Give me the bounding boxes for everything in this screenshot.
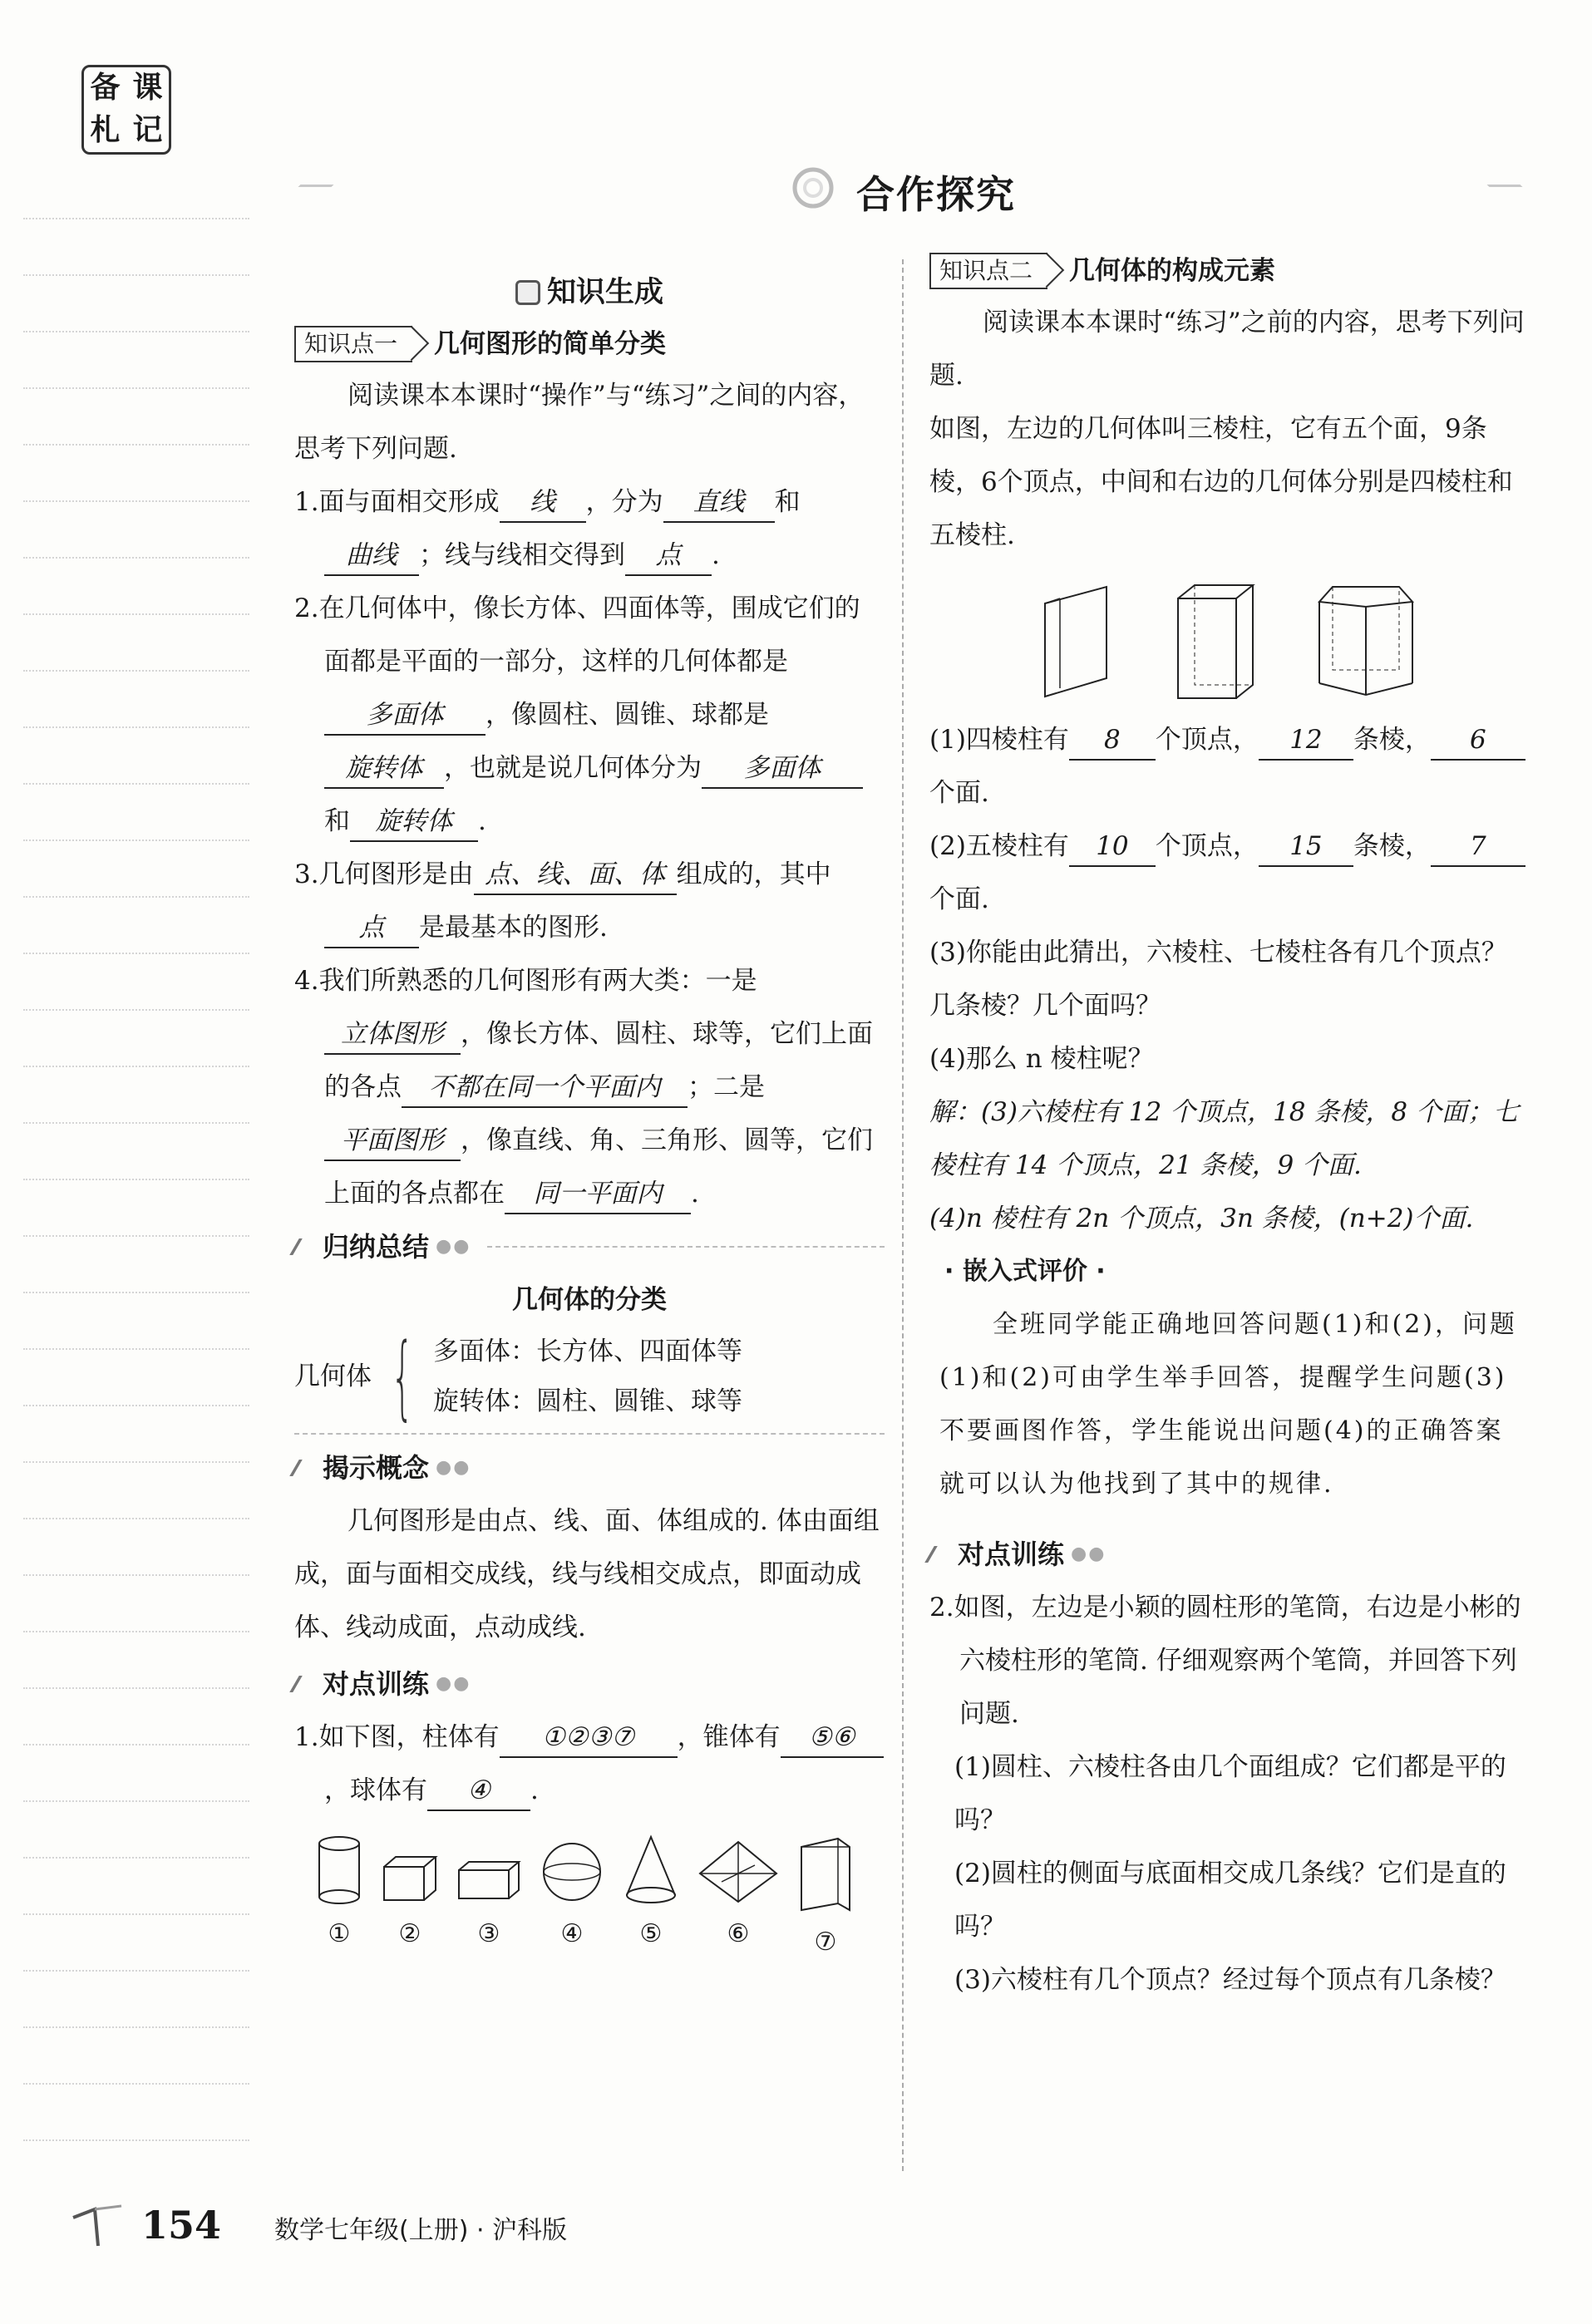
book-icon (515, 280, 540, 305)
solid-figure (622, 1834, 680, 1959)
prism-question-2: (2)五棱柱有 10 个顶点， 15 条棱， 7个面. (929, 820, 1528, 926)
practice-question-2: 2.如图，左边是小颖的圆柱形的笔筒，右边是小彬的六棱柱形的笔筒. 仔细观察两个笔筒，并回答下列问题. (929, 1593, 1521, 1729)
margin-ruled-line (23, 218, 249, 219)
double-pyramid-icon (697, 1834, 780, 1908)
column-divider (902, 259, 904, 2171)
solid-label: ⑥ (727, 1919, 750, 1948)
answer-blank: 旋转体 (350, 802, 478, 842)
solution-text: 解：(3)六棱柱有 12 个顶点，18 条棱，8 个面；七棱柱有 14 个顶点，21 条棱，9 个面. (929, 1097, 1519, 1180)
margin-ruled-line (23, 1292, 249, 1293)
solid-figure (796, 1834, 855, 1959)
solid-figure (697, 1834, 780, 1959)
page-title: 合作探究 (856, 172, 1016, 217)
margin-ruled-line (23, 500, 249, 502)
page-number: 154 (141, 2203, 222, 2248)
answer-blank: 点 (625, 536, 712, 576)
cone-icon (622, 1834, 680, 1908)
prism-question-3: (3)你能由此猜出，六棱柱、七棱柱各有几个顶点？几条棱？几个面吗？ (929, 938, 1507, 1021)
margin-ruled-line (23, 1800, 249, 1802)
question-4: 4.我们所熟悉的几何图形有两大类：一是立体图形 ，像长方体、圆柱、球等，它们上面的各点 不都在同一个平面内 ；二是平面图形 ，像直线、角、三角形、圆等，它们上面的各点都在 同一平面内 . (294, 954, 885, 1220)
margin-ruled-line (23, 1574, 249, 1576)
answer-blank: 多面体 (324, 696, 485, 736)
knowledge-point-tag: 知识点一 (294, 326, 412, 362)
margin-ruled-line (23, 2139, 249, 2141)
answer-blank: 点、线、面、体 (474, 855, 677, 895)
practice-heading (929, 1528, 1528, 1581)
classification-root: 几何体 (294, 1361, 372, 1391)
margin-ruled-line (23, 2026, 249, 2028)
margin-ruled-line (23, 1518, 249, 1519)
margin-ruled-line (23, 726, 249, 728)
margin-ruled-line (23, 1235, 249, 1237)
margin-ruled-line (23, 444, 249, 446)
practice-question-1: 1.如下图，柱体有 ①②③⑦ ，锥体有 ⑤⑥，球体有 ④ . (294, 1711, 885, 1817)
dots-icon: ●● (436, 1457, 471, 1478)
book-title: 数学七年级(上册) · 沪科版 (274, 2216, 568, 2245)
summary-heading-text: 归纳总结 (323, 1231, 430, 1263)
concept-icon (289, 1460, 319, 1476)
answer-blank: 曲线 (324, 536, 419, 576)
section-title (294, 266, 885, 319)
solid-figure (456, 1834, 522, 1959)
practice-sub-question: (2)圆柱的侧面与底面相交成几条线？它们是直的吗？ (954, 1859, 1506, 1942)
footer-decoration-icon (70, 2201, 128, 2251)
margin-ruled-line (23, 1970, 249, 1972)
section-title-text: 知识生成 (546, 276, 663, 309)
answer-blank: 6 (1431, 721, 1525, 761)
margin-ruled-line (23, 953, 249, 954)
knowledge-point-heading (929, 246, 1528, 296)
solid-label: ① (328, 1919, 351, 1948)
margin-ruled-line (23, 613, 249, 615)
answer-blank: ④ (427, 1771, 530, 1811)
solid-figure (381, 1834, 439, 1959)
answer-blank: 10 (1069, 827, 1156, 867)
prism-question-1: (1)四棱柱有 8 个顶点， 12 条棱， 6个面. (929, 713, 1528, 820)
badge-char: 课 (132, 71, 163, 105)
solid-label: ⑦ (814, 1928, 837, 1957)
margin-ruled-line (23, 1461, 249, 1463)
classification-diagram (294, 1323, 885, 1430)
knowledge-point-tag: 知识点二 (929, 253, 1047, 289)
answer-blank: 直线 (663, 483, 775, 523)
answer-blank: 平面图形 (324, 1121, 461, 1161)
pen-icon (924, 1546, 954, 1563)
answer-blank: ①②③⑦ (500, 1718, 678, 1758)
dots-icon: ●● (436, 1673, 471, 1694)
classification-branch: 多面体：长方体、四面体等 (433, 1337, 742, 1366)
knowledge-point-title: 几何图形的简单分类 (434, 329, 667, 359)
practice-sub-question: (3)六棱柱有几个顶点？经过每个顶点有几条棱？ (954, 1965, 1506, 1995)
margin-ruled-line (23, 1179, 249, 1180)
intro-paragraph: 阅读课本本课时“操作”与“练习”之间的内容，思考下列问题. (294, 381, 865, 464)
solids-figure-row (294, 1834, 885, 1959)
margin-ruled-line (23, 1009, 249, 1011)
left-column (294, 266, 885, 1959)
concept-heading-text: 揭示概念 (323, 1452, 430, 1484)
margin-ruled-line (23, 1913, 249, 1915)
brace-symbol: { (391, 1323, 414, 1430)
dots-icon: ●● (436, 1236, 471, 1257)
triangular-prism-icon (796, 1834, 855, 1917)
practice-heading-text: 对点训练 (323, 1668, 430, 1700)
sphere-icon (539, 1834, 605, 1908)
prism-question-4: (4)那么 n 棱柱呢？ (929, 1044, 1154, 1074)
margin-ruled-line (23, 1687, 249, 1689)
triangular-prism-icon (1042, 579, 1116, 703)
question-1: 1.面与面相交形成 线 ，分为 直线 和曲线 ；线与线相交得到 点 . (294, 475, 885, 582)
solid-label: ④ (560, 1919, 584, 1948)
solid-label: ③ (477, 1919, 500, 1948)
summary-heading (294, 1220, 885, 1273)
pentagonal-prism-icon (1316, 579, 1416, 703)
margin-ruled-line (23, 331, 249, 332)
margin-ruled-line (23, 1348, 249, 1350)
margin-notes-badge (81, 65, 171, 155)
badge-char: 备 (90, 71, 121, 105)
answer-blank: 8 (1069, 721, 1156, 761)
cylinder-icon (314, 1834, 364, 1908)
evaluation-text: 全班同学能正确地回答问题(1)和(2)，问题(1)和(2)可由学生举手回答，提醒学生问题(3)不要画图作答，学生能说出问题(4)的正确答案就可以认为他找到了其中的规律. (939, 1310, 1517, 1499)
header-right-decoration (1487, 185, 1523, 187)
margin-ruled-line (23, 1122, 249, 1124)
solid-figure (314, 1834, 364, 1959)
margin-ruled-line (23, 1857, 249, 1859)
concept-heading (294, 1441, 885, 1494)
answer-blank: 旋转体 (324, 749, 444, 789)
badge-char: 记 (132, 113, 163, 147)
margin-ruled-line (23, 1066, 249, 1067)
answer-blank: 同一平面内 (505, 1174, 691, 1214)
quadrangular-prism-icon (1175, 579, 1258, 703)
answer-blank: 15 (1259, 827, 1353, 867)
answer-blank: 点 (324, 908, 419, 948)
prisms-figure-row (929, 579, 1528, 703)
answer-blank: 立体图形 (324, 1015, 461, 1055)
dots-icon: ●● (1071, 1544, 1107, 1564)
practice-heading (294, 1657, 885, 1711)
cuboid-icon (456, 1834, 522, 1908)
badge-char: 札 (90, 113, 121, 147)
summary-title: 几何体的分类 (512, 1285, 667, 1315)
concept-paragraph: 几何图形是由点、线、面、体组成的. 体由面组成，面与面相交成线，线与线相交成点，即面动成体、线动成面，点动成线. (294, 1506, 880, 1642)
solid-figure (539, 1834, 605, 1959)
margin-ruled-line (23, 783, 249, 785)
margin-ruled-line (23, 274, 249, 276)
classification-branch: 旋转体：圆柱、圆锥、球等 (433, 1386, 742, 1416)
solid-label: ② (398, 1919, 421, 1948)
header-left-decoration (298, 185, 334, 187)
answer-blank: 12 (1259, 721, 1353, 761)
margin-ruled-line (23, 557, 249, 559)
question-2: 2.在几何体中，像长方体、四面体等，围成它们的面都是平面的一部分，这样的几何体都是多面体 ，像圆柱、圆锥、球都是旋转体 ，也就是说几何体分为 多面体和 旋转体 . (294, 582, 885, 848)
practice-sub-question: (1)圆柱、六棱柱各由几个面组成？它们都是平的吗？ (954, 1752, 1506, 1835)
prism-description: 如图，左边的几何体叫三棱柱，它有五个面，9条棱，6个顶点，中间和右边的几何体分别是四棱柱和五棱柱. (929, 414, 1513, 550)
margin-ruled-line (23, 1631, 249, 1632)
evaluation-heading: · 嵌入式评价 · (944, 1257, 1106, 1286)
cube-icon (381, 1834, 439, 1908)
knowledge-point-title: 几何体的构成元素 (1069, 256, 1276, 286)
answer-blank: 不都在同一个平面内 (402, 1068, 688, 1108)
knowledge-point-heading (294, 319, 885, 369)
intro-paragraph: 阅读课本本课时“练习”之前的内容，思考下列问题. (929, 308, 1525, 391)
margin-ruled-line (23, 670, 249, 672)
right-column (929, 246, 1528, 2006)
practice-heading-text: 对点训练 (958, 1539, 1065, 1570)
margin-ruled-line (23, 896, 249, 898)
dashed-rule (487, 1246, 885, 1248)
margin-ruled-line (23, 1744, 249, 1745)
margin-ruled-line (23, 387, 249, 389)
pen-icon (289, 1676, 319, 1692)
dashed-rule (294, 1433, 885, 1435)
margin-ruled-line (23, 1405, 249, 1406)
solid-label: ⑤ (639, 1919, 663, 1948)
solution-text: (4)n 棱柱有 2n 个顶点，3n 条棱，(n+2)个面. (929, 1204, 1474, 1233)
question-3: 3.几何图形是由 点、线、面、体 组成的，其中点 是最基本的图形. (294, 848, 885, 954)
answer-blank: 7 (1431, 827, 1525, 867)
pen-icon (289, 1238, 319, 1255)
header-swirl-icon (788, 163, 841, 216)
margin-ruled-line (23, 839, 249, 841)
answer-blank: 线 (500, 483, 586, 523)
answer-blank: ⑤⑥ (781, 1718, 884, 1758)
answer-blank: 多面体 (702, 749, 863, 789)
margin-ruled-line (23, 2083, 249, 2085)
